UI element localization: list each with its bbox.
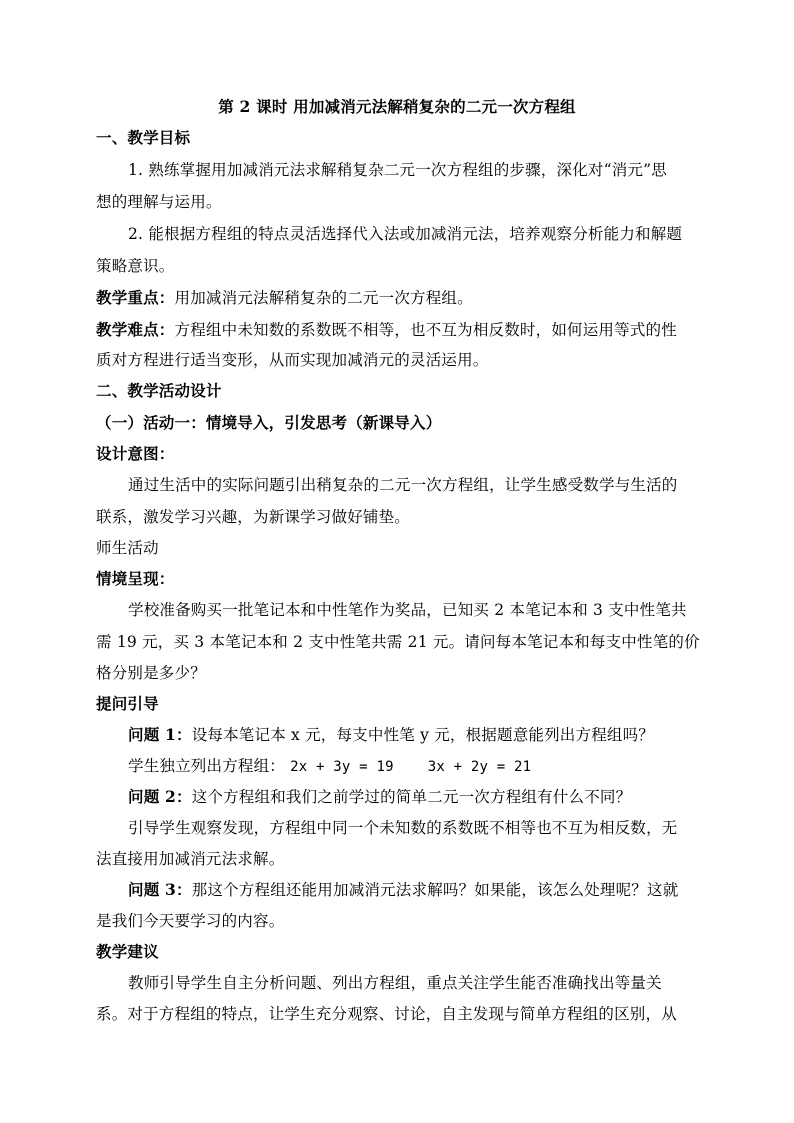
suggestion-line-2: 系。对于方程组的特点，让学生充分观察、讨论，自主发现与简单方程组的区别，从 [96, 1005, 677, 1023]
difficulty-label: 教学难点： [96, 320, 175, 339]
difficulty-line-1: 方程组中未知数的系数既不相等，也不互为相反数时，如何运用等式的性 [174, 321, 677, 339]
lesson-title: 第 2 课时 用加减消元法解稍复杂的二元一次方程组 [218, 97, 576, 116]
scenario-line-3: 格分别是多少？ [96, 664, 206, 682]
student-list-text: 学生独立列出方程组： [128, 757, 286, 775]
scenario-line-1: 学校准备购买一批笔记本和中性笔作为奖品，已知买 2 本笔记本和 3 支中性笔共 [128, 601, 687, 619]
equation-1: 2x + 3y = 19 [290, 759, 394, 775]
goal-2-line-2: 策略意识。 [96, 257, 175, 275]
key-point-text: 用加减消元法解稍复杂的二元一次方程组。 [174, 289, 473, 307]
question-3-line-2: 是我们今天要学习的内容。 [96, 912, 285, 930]
guide-label: 提问引导 [96, 694, 159, 713]
activity-1-heading: （一）活动一：情境导入，引发思考（新课导入） [96, 413, 442, 432]
question-3-text: 那这个方程组还能用加减消元法求解吗？如果能，该怎么处理呢？这就 [191, 881, 679, 899]
section-heading-activities: 二、教学活动设计 [96, 381, 222, 400]
teacher-student-activity: 师生活动 [96, 539, 159, 557]
question-1 [128, 725, 700, 745]
design-intent-label: 设计意图： [96, 444, 175, 463]
design-intent-line-1: 通过生活中的实际问题引出稍复杂的二元一次方程组，让学生感受数学与生活的 [128, 476, 678, 494]
goal-2-line-1: 2. 能根据方程组的特点灵活选择代入法或加减消元法，培养观察分析能力和解题 [128, 225, 683, 243]
key-point-label: 教学重点： [96, 288, 175, 307]
question-3-label: 问题 3： [128, 880, 192, 899]
scenario-label: 情境呈现： [96, 569, 175, 588]
question-2-text: 这个方程组和我们之前学过的简单二元一次方程组有什么不同？ [191, 788, 632, 806]
teaching-suggestion-label: 教学建议 [96, 942, 159, 961]
guide-text-line-2: 法直接用加减消元法求解。 [96, 850, 285, 868]
question-2 [128, 787, 700, 807]
equation-2: 3x + 2y = 21 [427, 759, 532, 775]
section-heading-goals: 一、教学目标 [96, 128, 191, 147]
question-1-text: 设每本笔记本 x 元，每支中性笔 y 元，根据题意能列出方程组吗？ [191, 726, 654, 744]
guide-text-line-1: 引导学生观察发现，方程组中同一个未知数的系数既不相等也不互为相反数，无 [128, 819, 678, 837]
key-point-paragraph [96, 288, 700, 308]
equation-system-line [128, 756, 700, 777]
goal-1-line-1: 1. 熟练掌握用加减消元法求解稍复杂二元一次方程组的步骤，深化对“消元”思 [128, 161, 667, 179]
question-2-label: 问题 2： [128, 787, 192, 806]
goal-1-line-2: 想的理解与运用。 [96, 193, 222, 211]
design-intent-line-2: 联系，激发学习兴趣，为新课学习做好铺垫。 [96, 508, 411, 526]
scenario-line-2: 需 19 元，买 3 本笔记本和 2 支中性笔共需 21 元。请问每本笔记本和每支中性笔的价 [96, 633, 700, 651]
difficulty-line-2: 质对方程进行适当变形，从而实现加减消元的灵活运用。 [96, 351, 489, 369]
question-3 [128, 880, 700, 900]
difficulty-paragraph [96, 320, 700, 340]
suggestion-line-1: 教师引导学生自主分析问题、列出方程组，重点关注学生能否准确找出等量关 [128, 974, 662, 992]
question-1-label: 问题 1： [128, 725, 192, 744]
